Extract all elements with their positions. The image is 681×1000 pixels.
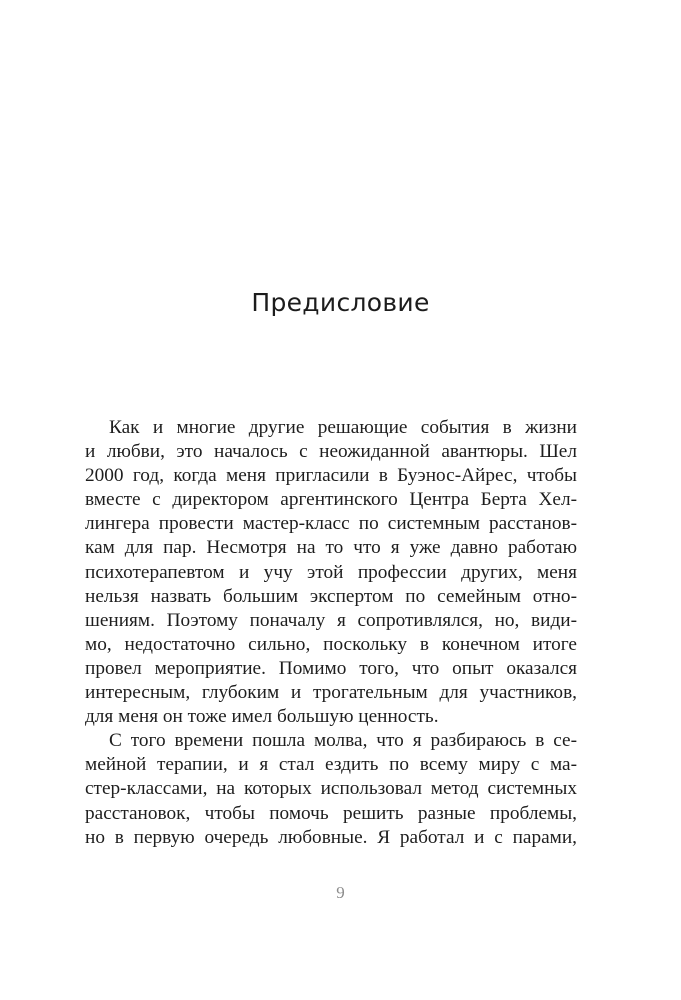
chapter-title: Предисловие [251, 288, 430, 317]
text-line: вместе с директором аргентинского Центра Берта Хел- [85, 489, 577, 511]
text-line: мейной терапии, и я стал ездить по всему миру с ма- [85, 754, 577, 776]
text-line: Как и многие другие решающие события в жизни [109, 417, 577, 438]
text-line: лингера провести мастер-класс по системным расстанов- [85, 513, 577, 535]
text-line: стер-классами, на которых использовал метод системных [85, 778, 577, 800]
page-number: 9 [336, 883, 345, 902]
text-line: провел мероприятие. Помимо того, что опыт оказался [85, 657, 577, 679]
text-line: мо, недостаточно сильно, поскольку в конечном итоге [85, 633, 577, 655]
text-line: расстановок, чтобы помочь решить разные проблемы, [85, 802, 577, 824]
text-line: но в первую очередь любовные. Я работал и с парами, [85, 826, 577, 848]
text-line: шениям. Поэтому поначалу я сопротивлялся, но, види- [85, 609, 577, 631]
text-line: психотерапевтом и учу этой профессии других, меня [85, 561, 577, 583]
body-text [85, 416, 577, 850]
text-line: кам для пар. Несмотря на то что я уже давно работаю [85, 537, 577, 559]
text-line: и любви, это началось с неожиданной авантюры. Шел [85, 441, 577, 463]
text-line: нельзя назвать большим экспертом по семейным отно- [85, 585, 577, 607]
text-line: С того времени пошла молва, что я разбираюсь в се- [109, 730, 577, 752]
text-line: 2000 год, когда меня пригласили в Буэнос-Айрес, чтобы [85, 465, 577, 487]
text-line: для меня он тоже имел большую ценность. [85, 706, 439, 728]
text-line: интересным, глубоким и трогательным для участников, [85, 682, 577, 704]
